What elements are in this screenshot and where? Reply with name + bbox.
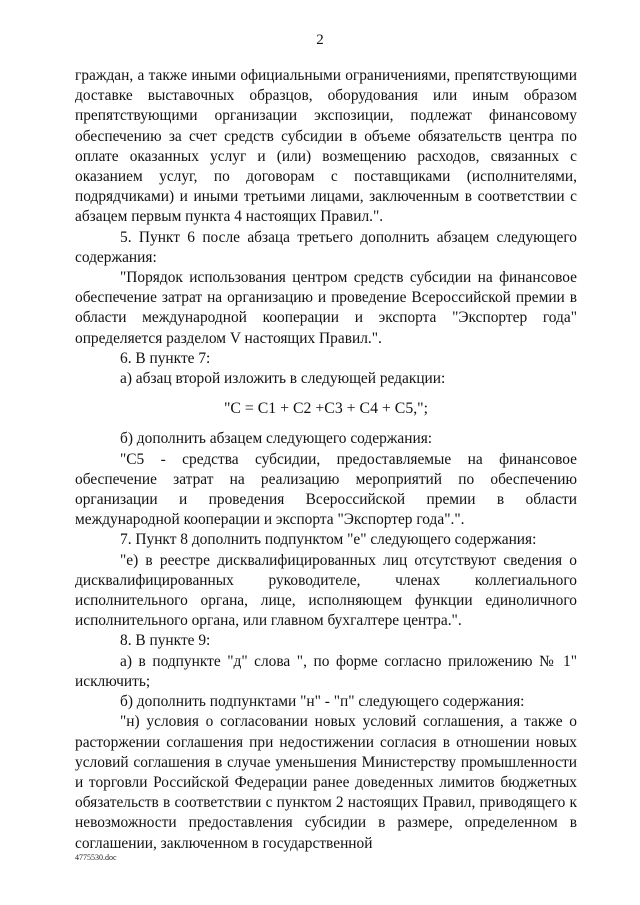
paragraph-item-5-quote: "Порядок использования центром средств субсидии на финансовое обеспечение затрат на организацию и проведение Всероссийской премии в области международной кооперации и экспорта "Экспортер года" определяется разделом V настоящих Правил.". <box>75 269 577 347</box>
paragraph-item-6b: б) дополнить абзацем следующего содержания: <box>120 430 433 448</box>
paragraph-continuation: граждан, а также иными официальными ограничениями, препятствующими доставке выставочных образцов, оборудования или иным образом препятствующими организации экспозиции, подлежат финансовому обеспечению за счет средств субсидии в объеме обязательств центра по оплате оказанных услуг и (или) возмещению расходов, связанных с оказанием услуг, по договорам с поставщиками (исполнителями, подрядчиками) и иными третьими лицами, заключенным в соответствии с абзацем первым пункта 4 настоящих Правил.". <box>75 67 577 226</box>
paragraph-item-7: 7. Пункт 8 дополнить подпунктом "е" следующего содержания: <box>120 531 537 549</box>
paragraph-item-5: 5. Пункт 6 после абзаца третьего дополнить абзацем следующего содержания: <box>75 228 577 266</box>
paragraph-item-7-quote: "е) в реестре дисквалифицированных лиц отсутствуют сведения о дисквалифицированных руководителе, членах коллегиального исполнительного органа, лице, исполняющем функции единоличного исполнительного органа, или главном бухгалтере центра.". <box>75 551 577 630</box>
page-number: 2 <box>316 32 324 48</box>
paragraph-item-6b-quote: "С5 - средства субсидии, предоставляемые на финансовое обеспечение затрат на реализацию мероприятий по обеспечению организации и проведения Всероссийской премии в области международной кооперации и экспорта "Экспортер года".". <box>75 450 577 529</box>
formula-line: "С = С1 + С2 +С3 + С4 + С5,"; <box>223 400 429 418</box>
paragraph-item-6a: а) абзац второй изложить в следующей редакции: <box>120 370 446 388</box>
paragraph-item-8b-quote: "н) условия о согласовании новых условий соглашения, а также о расторжении соглашения при недостижении согласия в отношении новых условий соглашения в случае уменьшения Министерству промышленности и торговли Российской Федерации ранее доведенных лимитов бюджетных обязательств в соответствии с пунктом 2 настоящих Правил, приводящего к невозможности предоставления субсидии в размере, определенном в соглашении, заключенном в государственной <box>75 713 577 852</box>
paragraph-item-8a: а) в подпункте "д" слова ", по форме согласно приложению № 1" исключить; <box>75 652 577 690</box>
footer-doc-code: 4775530.doc <box>75 853 117 862</box>
paragraph-item-6: 6. В пункте 7: <box>120 349 211 367</box>
paragraph-item-8b: б) дополнить подпунктами "н" - "п" следующего содержания: <box>120 693 525 711</box>
paragraph-item-8: 8. В пункте 9: <box>120 632 211 650</box>
document-body <box>75 66 577 854</box>
